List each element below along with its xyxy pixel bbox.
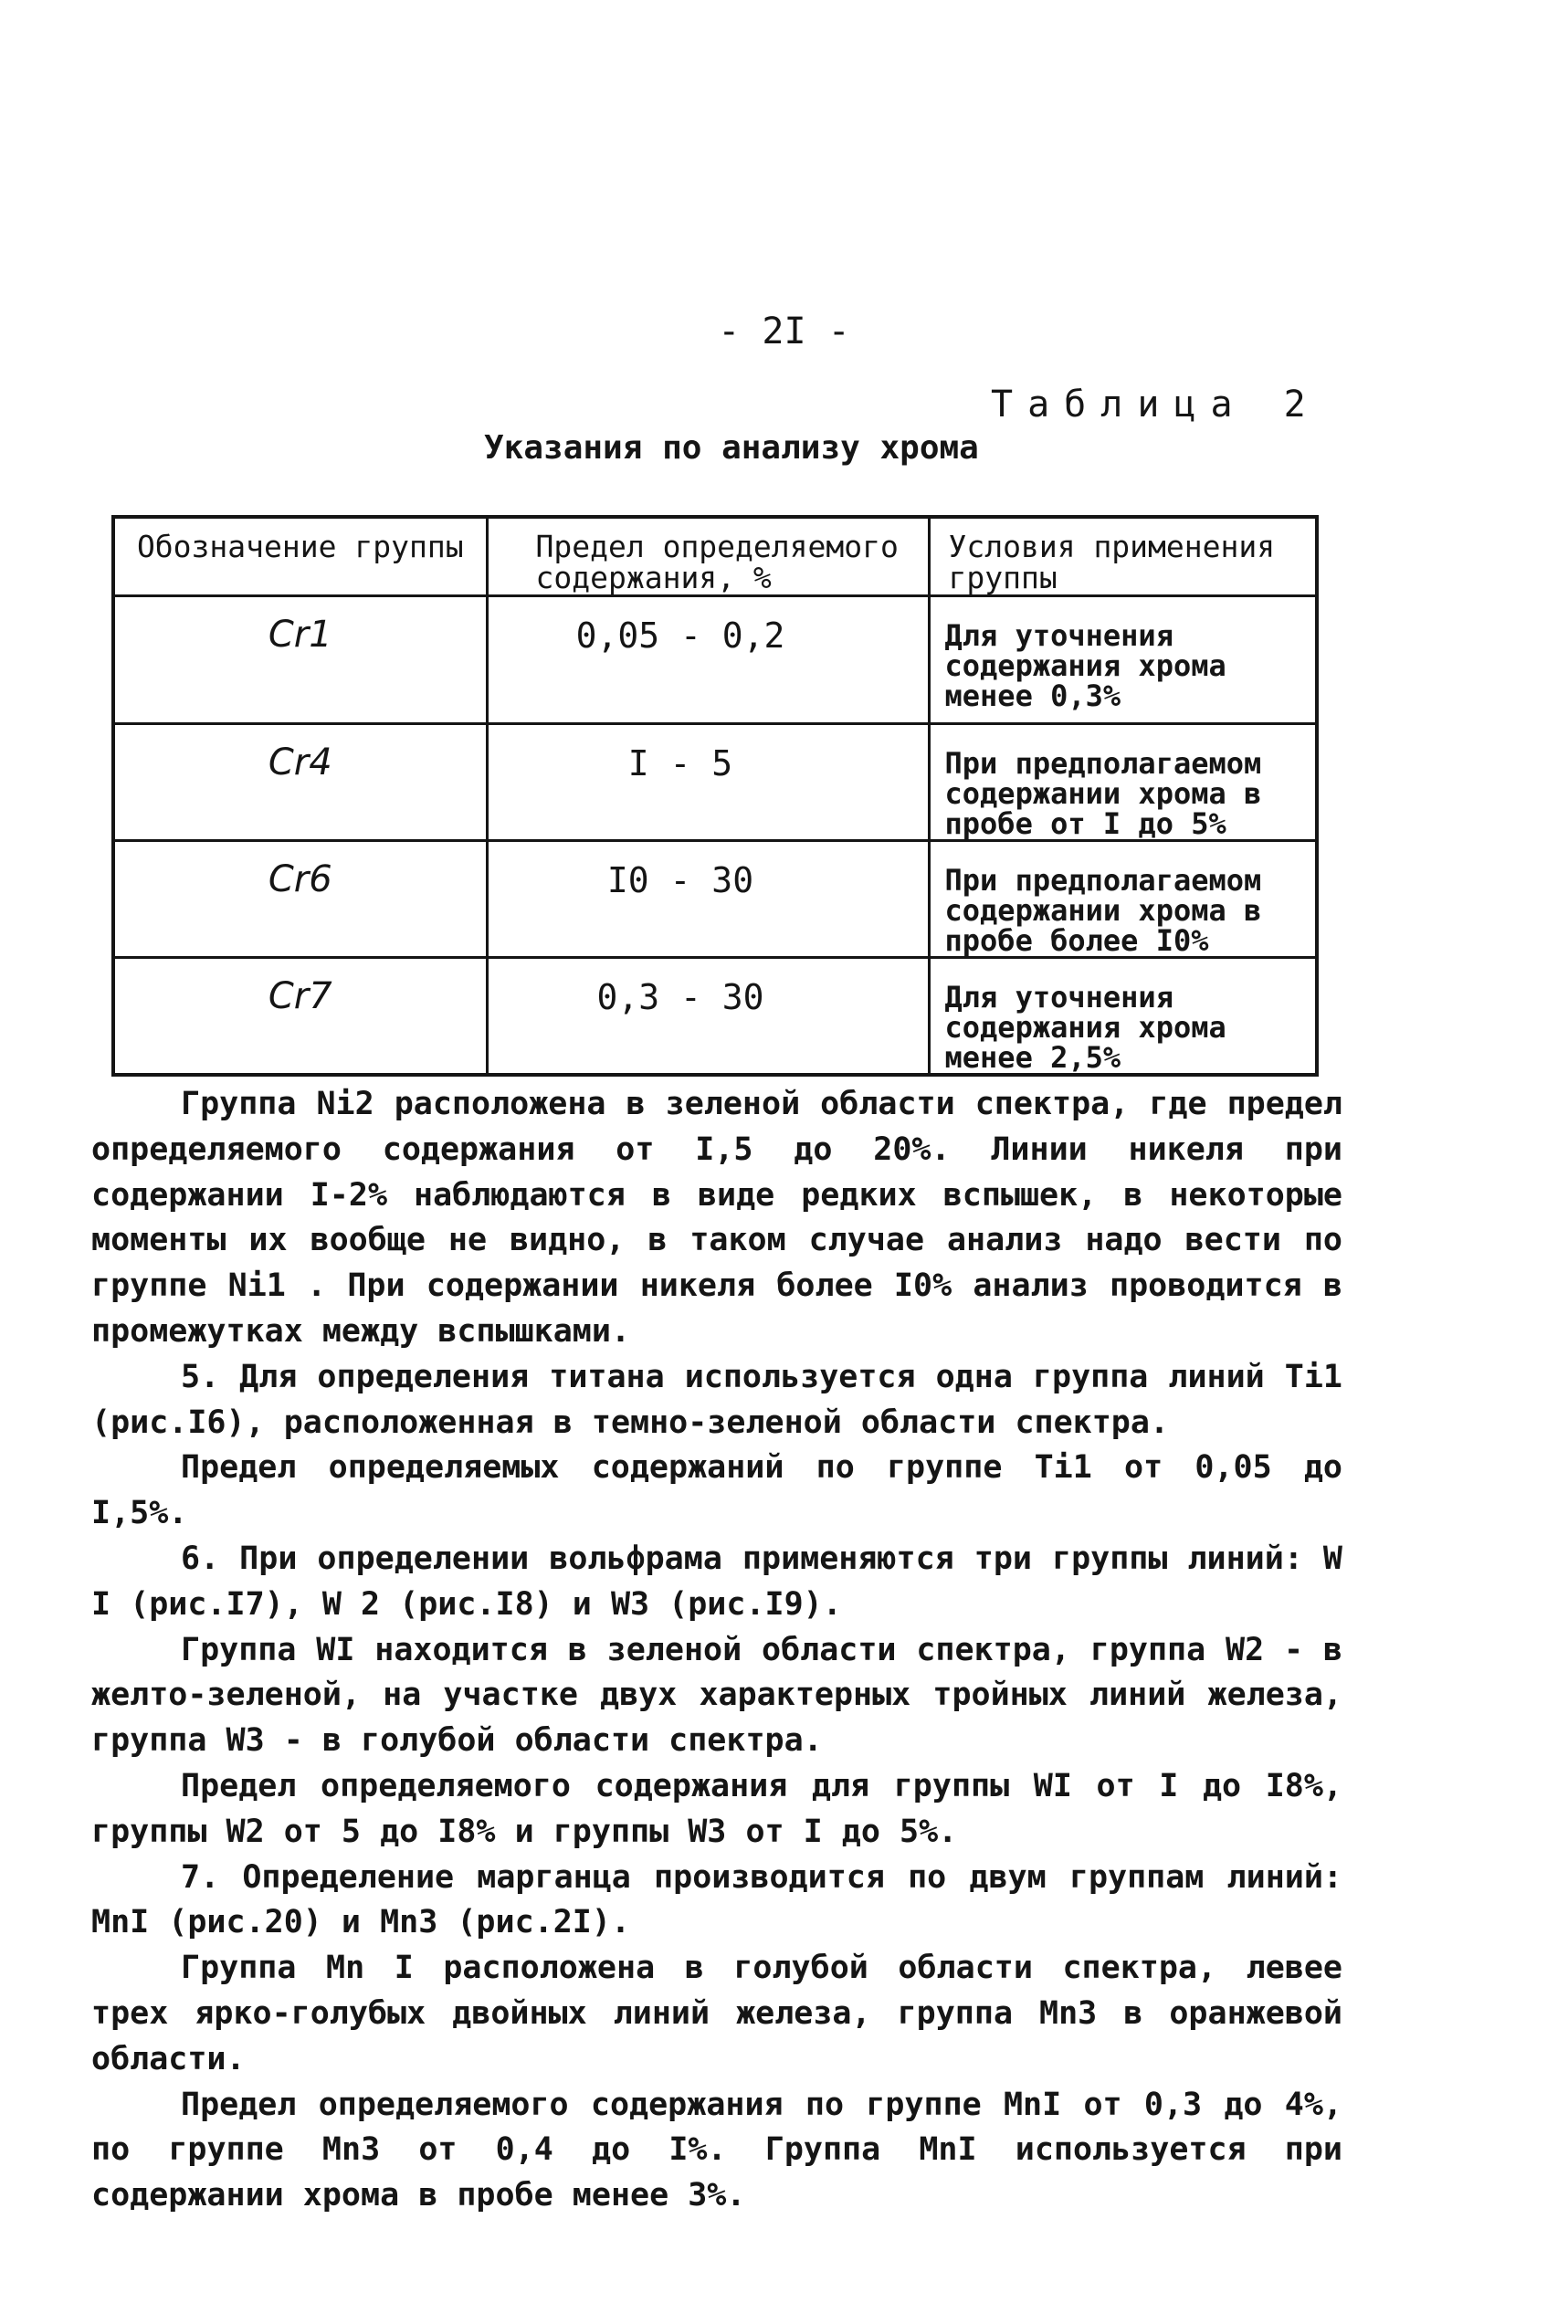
paragraph-manganese-intro: 7. Определение марганца производится по двум группам линий: MnI (рис.20) и Mn3 (рис.2I).	[91, 1858, 1342, 1941]
paragraph-tungsten-groups: Группа WI находится в зеленой области спектра, группа W2 - в желто-зеленой, на участке двух характерных тройных линий железа, группа W3 - в голубой области спектра.	[91, 1631, 1342, 1760]
table-row	[113, 840, 1317, 957]
table-header-row	[113, 517, 1317, 595]
table-row	[113, 723, 1317, 840]
paragraph-tungsten-intro: 6. При определении вольфрама применяются три группы линий: W I (рис.I7), W 2 (рис.I8) и W3 (рис.I9).	[91, 1540, 1342, 1623]
group-designation-cell: Cr1	[113, 595, 487, 723]
table-label: Таблица 2	[991, 384, 1321, 426]
application-condition-cell: При предполагаемом содержании хрома в пробе от I до 5%	[929, 723, 1317, 840]
paragraph-titanium-intro: 5. Для определения титана используется одна группа линий Ti1 (рис.I6), расположенная в темно-зеленой области спектра.	[91, 1358, 1342, 1441]
application-condition-cell: Для уточнения содержания хрома менее 0,3%	[929, 595, 1317, 723]
header-content-limit: Предел определяемого содержания, %	[487, 517, 929, 595]
body-text	[91, 1082, 1342, 2219]
header-group-designation: Обозначение группы	[113, 517, 487, 595]
table-row	[113, 595, 1317, 723]
page-number: - 2I -	[718, 310, 850, 352]
table-row	[113, 957, 1317, 1075]
group-designation-cell: Cr4	[113, 723, 487, 840]
header-application-conditions: Условия применения группы	[929, 517, 1317, 595]
group-designation-cell: Cr6	[113, 840, 487, 957]
paragraph-titanium-limit: Предел определяемых содержаний по группе Ti1 от 0,05 до I,5%.	[91, 1449, 1342, 1532]
table-caption: Указания по анализу хрома	[484, 429, 979, 467]
application-condition-cell: При предполагаемом содержании хрома в пробе более I0%	[929, 840, 1317, 957]
content-limit-cell: I0 - 30	[487, 840, 929, 957]
paragraph-manganese-groups: Группа Mn I расположена в голубой области спектра, левее трех ярко-голубых двойных линий железа, группа Mn3 в оранжевой области.	[91, 1950, 1342, 2077]
application-condition-cell: Для уточнения содержания хрома менее 2,5%	[929, 957, 1317, 1075]
paragraph-tungsten-limits: Предел определяемого содержания для группы WI от I до I8%, группы W2 от 5 до I8% и группы W3 от I до 5%.	[91, 1767, 1342, 1850]
content-limit-cell: I - 5	[487, 723, 929, 840]
content-limit-cell: 0,3 - 30	[487, 957, 929, 1075]
chromium-analysis-table	[111, 515, 1319, 1077]
group-designation-cell: Cr7	[113, 957, 487, 1075]
paragraph-nickel-group: Группа Ni2 расположена в зеленой области спектра, где предел определяемого содержания от I,5 до 20%. Линии никеля при содержании I-2% наблюдаются в виде редких вспышек, в некоторые моменты их вообще не видно, в таком случае анализ надо вести по группе Ni1 . При содержании никеля более I0% анализ проводится в промежутках между вспышками.	[91, 1086, 1342, 1350]
paragraph-manganese-limits: Предел определяемого содержания по группе MnI от 0,3 до 4%, по группе Mn3 от 0,4 до I%. Группа MnI используется при содержании хрома в пробе менее 3%.	[91, 2086, 1342, 2214]
content-limit-cell: 0,05 - 0,2	[487, 595, 929, 723]
